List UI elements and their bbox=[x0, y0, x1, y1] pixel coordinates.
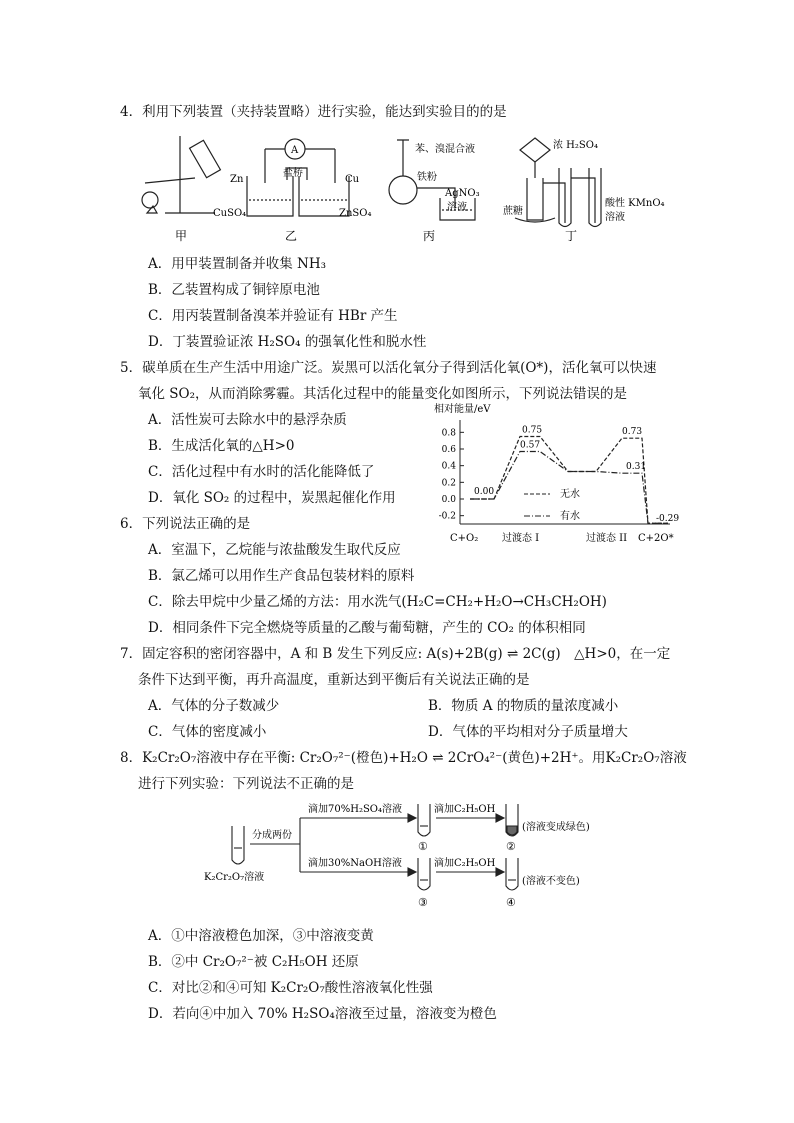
q7-option-c: C．气体的密度减小 bbox=[148, 724, 267, 740]
q5-option-a: A．活性炭可去除水中的悬浮杂质 bbox=[148, 412, 347, 428]
chart-ylabel: 相对能量/eV bbox=[434, 404, 491, 415]
x-label-reactants: C+O₂ bbox=[450, 533, 479, 544]
tube-3-label: ③ bbox=[418, 896, 428, 909]
q4-apparatus-figure bbox=[135, 128, 665, 250]
q8-stem-line1: 8．K₂Cr₂O₇溶液中存在平衡: Cr₂O₇²⁻(橙色)+H₂O ⇌ 2CrO₄²⁻(黄色)+2H⁺。用K₂Cr₂O₇溶液 bbox=[120, 750, 687, 766]
green-label: (溶液变成绿色) bbox=[522, 822, 590, 833]
tube-2-label: ② bbox=[506, 840, 516, 853]
x-label-products: C+2O* bbox=[638, 533, 674, 544]
label-yi: 乙 bbox=[285, 229, 298, 243]
q8-experiment-figure bbox=[190, 800, 620, 920]
q4-option-b: B．乙装置构成了铜锌原电池 bbox=[148, 282, 320, 298]
q7-option-d: D．气体的平均相对分子质量增大 bbox=[428, 724, 628, 740]
x-label-ts2: 过渡态 II bbox=[586, 533, 628, 544]
tube-1-label: ① bbox=[418, 840, 428, 853]
y-tick-label: 0.2 bbox=[441, 478, 456, 489]
q5-stem-line1: 5．碳单质在生产生活中用途广泛。炭黑可以活化氧分子得到活化氧(O*)，活化氧可以快速 bbox=[120, 360, 657, 376]
q8-stem-line2: 进行下列实验：下列说法不正确的是 bbox=[138, 776, 354, 792]
ammeter-label: A bbox=[291, 145, 299, 156]
legend-no-water: 无水 bbox=[560, 489, 580, 500]
sucrose-label: 蔗糖 bbox=[503, 206, 523, 217]
add-h2so4-label: 滴加70%H₂SO₄溶液 bbox=[308, 804, 403, 815]
q8-option-d: D．若向④中加入 70% H₂SO₄溶液至过量，溶液变为橙色 bbox=[148, 1006, 497, 1022]
x-label-ts1: 过渡态 I bbox=[502, 533, 540, 544]
kmno4-solution-label: 溶液 bbox=[605, 212, 625, 223]
energy-profile-chart bbox=[420, 400, 680, 550]
q5-option-c: C．活化过程中有水时的活化能降低了 bbox=[148, 464, 375, 480]
tube-4-label: ④ bbox=[506, 896, 516, 909]
q4-option-a: A．用甲装置制备并收集 NH₃ bbox=[148, 256, 327, 272]
znso4-label: ZnSO₄ bbox=[339, 208, 372, 219]
q4-option-d: D．丁装置验证浓 H₂SO₄ 的强氧化性和脱水性 bbox=[148, 334, 427, 350]
data-label: 0.73 bbox=[622, 427, 643, 438]
k2cr2o7-label: K₂Cr₂O₇溶液 bbox=[204, 872, 265, 883]
salt-bridge-label: 盐桥 bbox=[283, 168, 303, 179]
zn-label: Zn bbox=[230, 174, 244, 185]
q5-option-b: B．生成活化氧的△H>0 bbox=[148, 438, 295, 454]
data-label: 0.57 bbox=[520, 440, 541, 451]
q4-option-c: C．用丙装置制备溴苯并验证有 HBr 产生 bbox=[148, 308, 398, 324]
add-naoh-label: 滴加30%NaOH溶液 bbox=[308, 858, 402, 869]
q6-option-c: C．除去甲烷中少量乙烯的方法：用水洗气(H₂C=CH₂+H₂O→CH₃CH₂OH) bbox=[148, 594, 607, 610]
q7-stem-line1: 7．固定容积的密闭容器中，A 和 B 发生下列反应: A(s)+2B(g) ⇌ 2C(g) △H>0，在一定 bbox=[120, 646, 671, 662]
data-label: 0.75 bbox=[522, 425, 543, 436]
acidic-kmno4-label: 酸性 KMnO₄ bbox=[605, 198, 665, 209]
add-etoh-label-1: 滴加C₂H₅OH bbox=[434, 804, 496, 815]
label-bing: 丙 bbox=[423, 229, 436, 243]
label-jia: 甲 bbox=[175, 229, 188, 243]
q7-option-b: B．物质 A 的物质的量浓度减小 bbox=[428, 698, 619, 714]
benzene-bromine-label: 苯、溴混合液 bbox=[415, 144, 475, 155]
q7-stem-line2: 条件下达到平衡，再升高温度，重新达到平衡后有关说法正确的是 bbox=[138, 672, 530, 688]
q6-option-a: A．室温下，乙烷能与浓盐酸发生取代反应 bbox=[148, 542, 401, 558]
q4-stem: 4．利用下列装置（夹持装置略）进行实验，能达到实验目的的是 bbox=[120, 104, 507, 120]
y-tick-label: -0.2 bbox=[438, 511, 456, 522]
y-tick-label: 0.0 bbox=[441, 495, 456, 505]
y-tick-label: 0.4 bbox=[441, 461, 456, 472]
y-tick-label: 0.8 bbox=[441, 428, 456, 439]
q8-option-b: B．②中 Cr₂O₇²⁻被 C₂H₅OH 还原 bbox=[148, 954, 359, 970]
agno3-label: AgNO₃ bbox=[445, 188, 480, 199]
conc-h2so4-label: 浓 H₂SO₄ bbox=[553, 140, 598, 151]
add-etoh-label-2: 滴加C₂H₅OH bbox=[434, 858, 496, 869]
cu-label: Cu bbox=[345, 174, 360, 185]
iron-powder-label: 铁粉 bbox=[417, 172, 437, 183]
label-ding: 丁 bbox=[565, 229, 578, 243]
q6-option-d: D．相同条件下完全燃烧等质量的乙酸与葡萄糖，产生的 CO₂ 的体积相同 bbox=[148, 620, 586, 636]
q5-stem-line2: 氧化 SO₂，从而消除雾霾。其活化过程中的能量变化如图所示，下列说法错误的是 bbox=[138, 386, 628, 402]
q6-stem: 6．下列说法正确的是 bbox=[120, 516, 251, 532]
q7-option-a: A．气体的分子数减少 bbox=[148, 698, 280, 714]
data-label: 0.00 bbox=[474, 487, 495, 497]
data-label: 0.31 bbox=[626, 462, 647, 473]
legend-with-water: 有水 bbox=[560, 511, 580, 522]
q8-option-a: A．①中溶液橙色加深，③中溶液变黄 bbox=[148, 928, 374, 944]
nochange-label: (溶液不变色) bbox=[522, 876, 580, 887]
cuso4-label: CuSO₄ bbox=[213, 208, 247, 219]
q6-option-b: B．氯乙烯可以用作生产食品包装材料的原料 bbox=[148, 568, 415, 584]
q5-option-d: D．氧化 SO₂ 的过程中，炭黑起催化作用 bbox=[148, 490, 396, 506]
q8-option-c: C．对比②和④可知 K₂Cr₂O₇酸性溶液氧化性强 bbox=[148, 980, 433, 996]
y-tick-label: 0.6 bbox=[441, 445, 456, 455]
agno3-solution-label: 溶液 bbox=[447, 202, 467, 213]
split-label: 分成两份 bbox=[252, 830, 292, 841]
data-label: -0.29 bbox=[656, 514, 680, 525]
